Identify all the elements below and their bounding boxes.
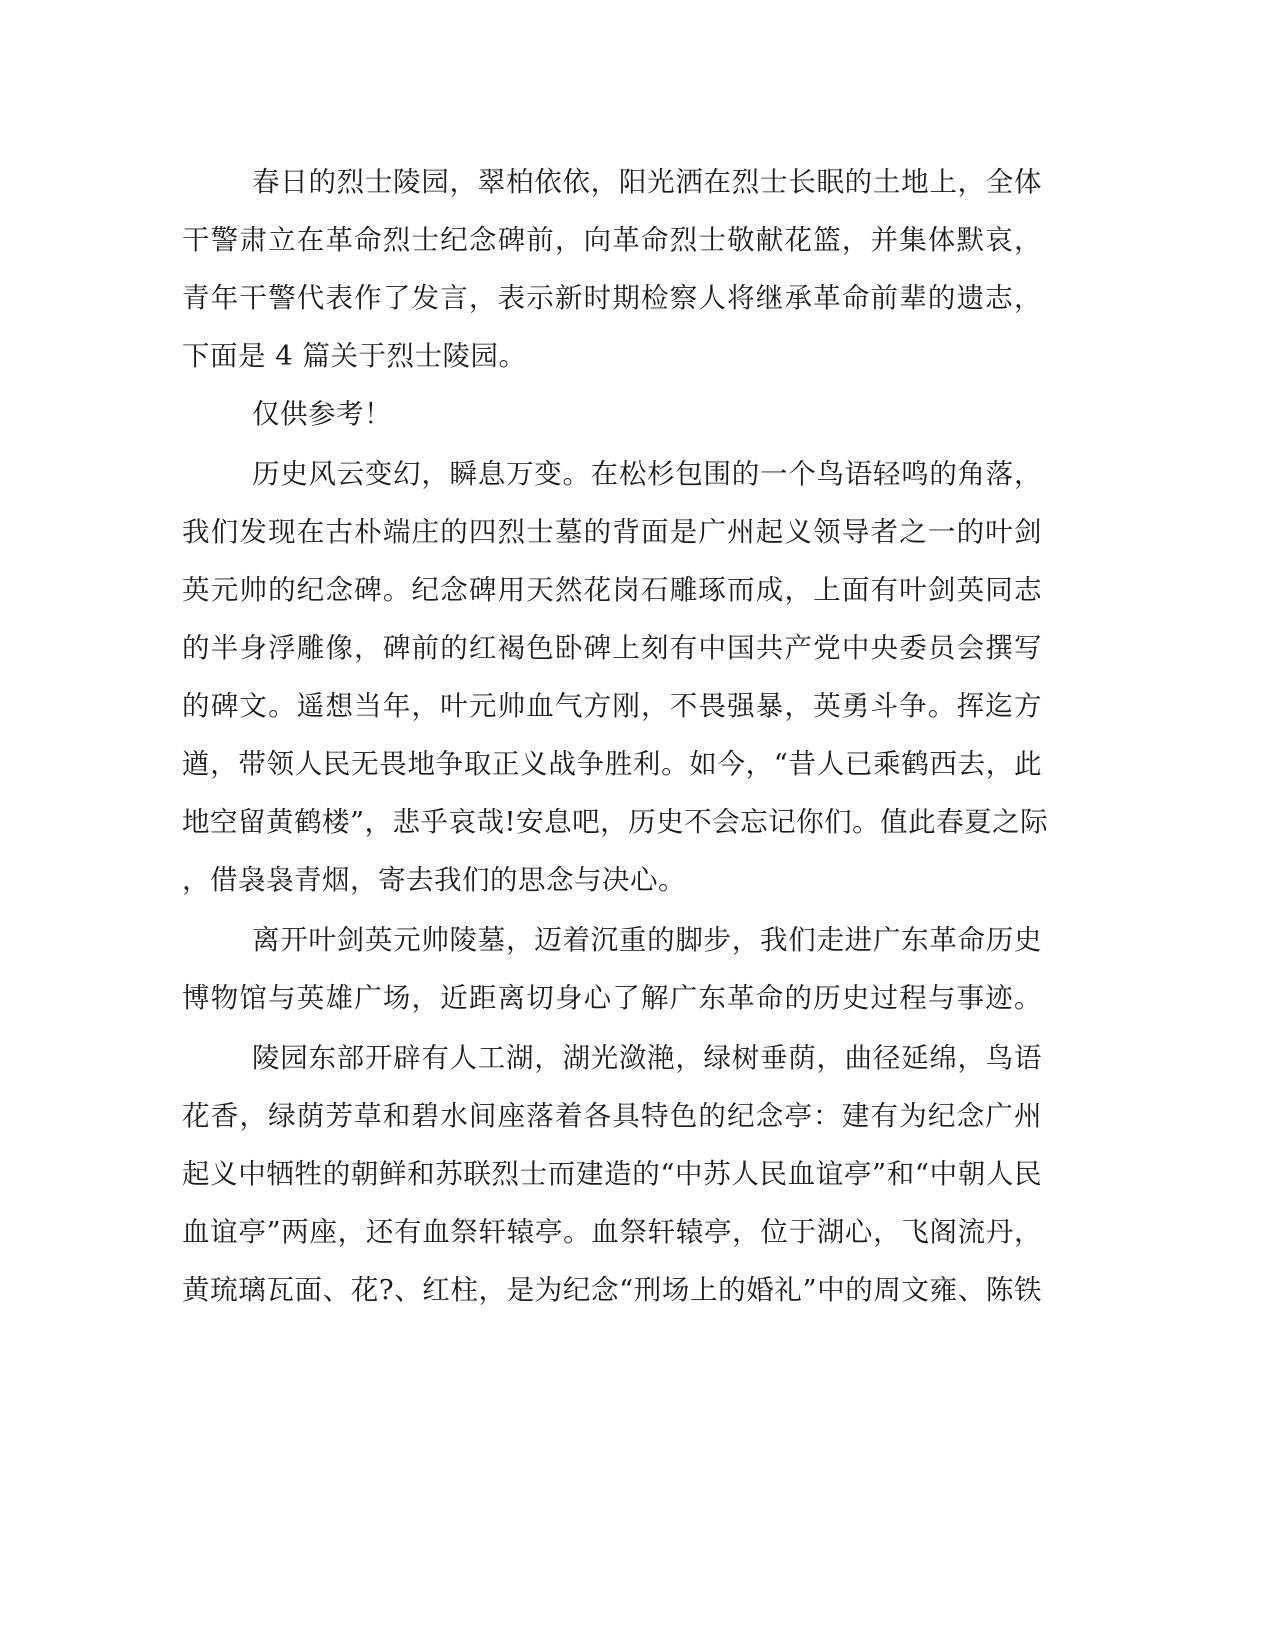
text-line: 地空留黄鹤楼”，悲乎哀哉!安息吧，历史不会忘记你们。值此春夏之际 xyxy=(182,806,1049,838)
text-line: 历史风云变幻，瞬息万变。在松杉包围的一个鸟语轻鸣的角落， xyxy=(252,458,1042,490)
text-line: 仅供参考！ xyxy=(252,398,392,430)
text-line: 离开叶剑英元帅陵墓，迈着沉重的脚步，我们走进广东革命历史 xyxy=(252,924,1042,956)
text-line: 黄琉璃瓦面、花?、红柱，是为纪念“刑场上的婚礼”中的周文雍、陈铁 xyxy=(182,1274,1042,1306)
text-line: 血谊亭”两座，还有血祭轩辕亭。血祭轩辕亭，位于湖心，飞阁流丹， xyxy=(182,1216,1042,1248)
text-line: 博物馆与英雄广场，近距离切身心了解广东革命的历史过程与事迹。 xyxy=(182,982,1042,1014)
text-line: 遒，带领人民无畏地争取正义战争胜利。如今，“昔人已乘鹤西去，此 xyxy=(182,748,1042,780)
text-line: 干警肃立在革命烈士纪念碑前，向革命烈士敬献花篮，并集体默哀， xyxy=(182,224,1042,256)
text-line: 英元帅的纪念碑。纪念碑用天然花岗石雕琢而成，上面有叶剑英同志 xyxy=(182,574,1042,606)
text-line: 我们发现在古朴端庄的四烈士墓的背面是广州起义领导者之一的叶剑 xyxy=(182,516,1042,548)
text-line: 下面是 4 篇关于烈士陵园。 xyxy=(182,340,527,372)
text-line: 的半身浮雕像，碑前的红褐色卧碑上刻有中国共产党中央委员会撰写 xyxy=(182,632,1042,664)
text-line: ，借袅袅青烟，寄去我们的思念与决心。 xyxy=(182,864,686,896)
text-line: 青年干警代表作了发言，表示新时期检察人将继承革命前辈的遗志， xyxy=(182,282,1042,314)
text-line: 的碑文。遥想当年，叶元帅血气方刚，不畏强暴，英勇斗争。挥迄方 xyxy=(182,690,1042,722)
text-line: 陵园东部开辟有人工湖，湖光潋滟，绿树垂荫，曲径延绵，鸟语 xyxy=(252,1042,1042,1074)
text-line: 花香，绿荫芳草和碧水间座落着各具特色的纪念亭：建有为纪念广州 xyxy=(182,1100,1042,1132)
text-line: 起义中牺牲的朝鲜和苏联烈士而建造的“中苏人民血谊亭”和“中朝人民 xyxy=(182,1158,1042,1190)
text-line: 春日的烈士陵园，翠柏依依，阳光洒在烈士长眠的土地上，全体 xyxy=(252,166,1042,198)
